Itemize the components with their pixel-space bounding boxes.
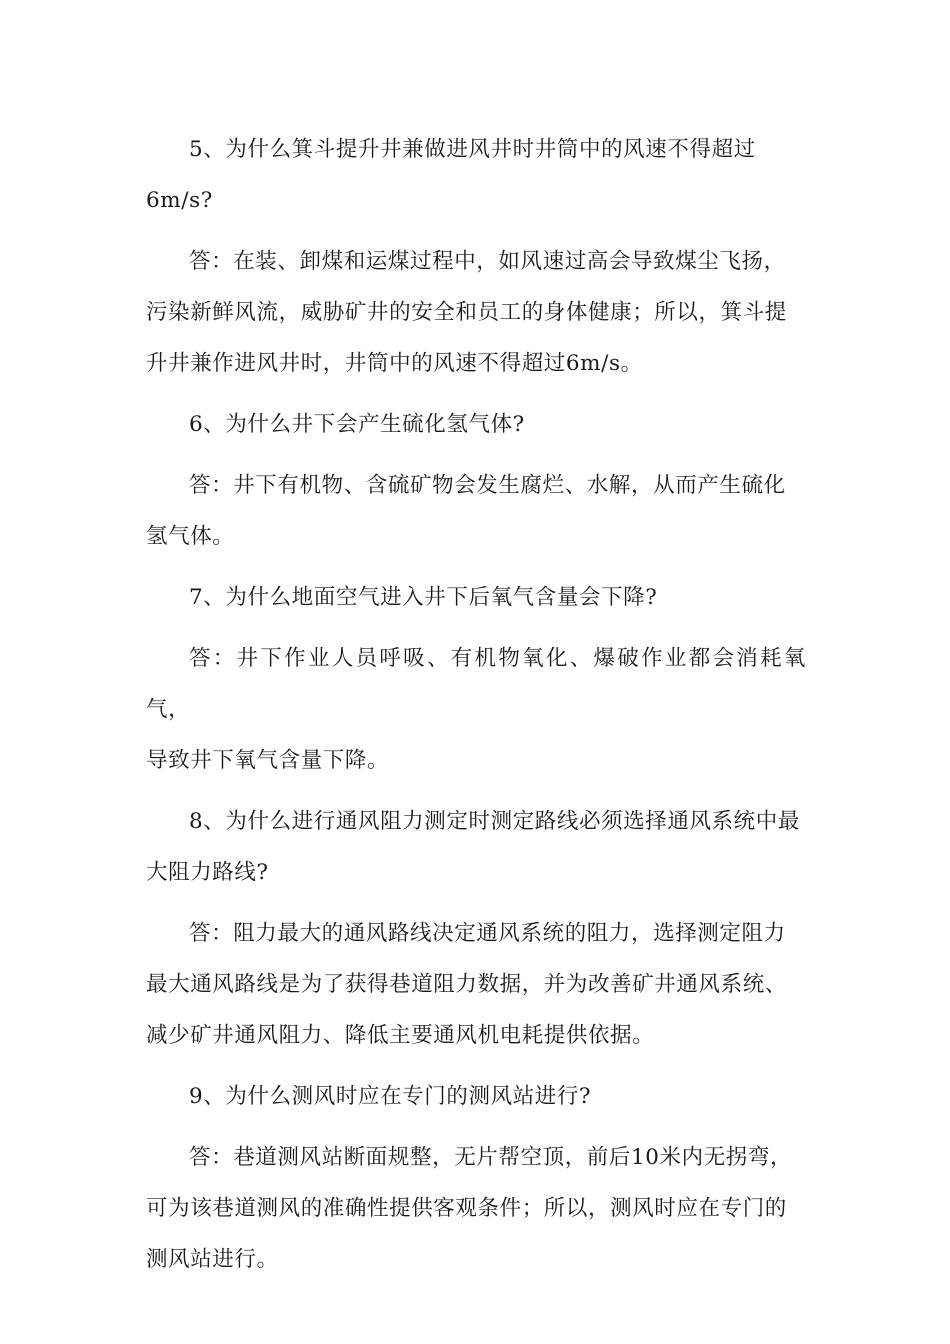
- text-line: 升井兼作进风井时，井筒中的风速不得超过6m/s。: [146, 351, 643, 376]
- text-line: 5、为什么箕斗提升井兼做进风井时井筒中的风速不得超过: [189, 137, 756, 162]
- document-page: [146, 124, 806, 1295]
- text-line: 9、为什么测风时应在专门的测风站进行?: [189, 1084, 592, 1109]
- text-line: 答：井下有机物、含硫矿物会发生腐烂、水解，从而产生硫化: [189, 473, 786, 498]
- question-6: [146, 399, 806, 450]
- text-line: 答：井下作业人员呼吸、有机物氧化、爆破作业都会消耗氧气，: [146, 646, 806, 722]
- answer-9: [146, 1132, 806, 1285]
- text-line: 7、为什么地面空气进入井下后氧气含量会下降?: [189, 585, 658, 610]
- text-line: 大阻力路线?: [146, 860, 269, 885]
- text-line: 污染新鲜风流，威胁矿井的安全和员工的身体健康；所以，箕斗提: [146, 300, 787, 325]
- text-line: 最大通风路线是为了获得巷道阻力数据，并为改善矿井通风系统、: [146, 972, 787, 997]
- question-9: [146, 1071, 806, 1122]
- text-line: 测风站进行。: [146, 1247, 279, 1272]
- question-8: [146, 796, 806, 898]
- answer-6: [146, 460, 806, 562]
- text-line: 6m/s?: [146, 188, 213, 213]
- text-line: 答：在装、卸煤和运煤过程中，如风速过高会导致煤尘飞扬，: [189, 249, 786, 274]
- answer-7: [146, 633, 806, 786]
- answer-5: [146, 236, 806, 389]
- text-line: 8、为什么进行通风阻力测定时测定路线必须选择通风系统中最: [189, 809, 800, 834]
- text-line: 答：巷道测风站断面规整，无片帮空顶，前后10米内无拐弯，: [189, 1145, 793, 1170]
- text-line: 减少矿井通风阻力、降低主要通风机电耗提供依据。: [146, 1023, 655, 1048]
- question-7: [146, 572, 806, 623]
- text-line: 答：阻力最大的通风路线决定通风系统的阻力，选择测定阻力: [189, 921, 786, 946]
- question-5: [146, 124, 806, 226]
- text-line: 导致井下氧气含量下降。: [146, 748, 390, 773]
- text-line: 氢气体。: [146, 524, 235, 549]
- answer-8: [146, 908, 806, 1061]
- text-line: 6、为什么井下会产生硫化氢气体?: [189, 412, 525, 437]
- text-line: 可为该巷道测风的准确性提供客观条件；所以，测风时应在专门的: [146, 1196, 787, 1221]
